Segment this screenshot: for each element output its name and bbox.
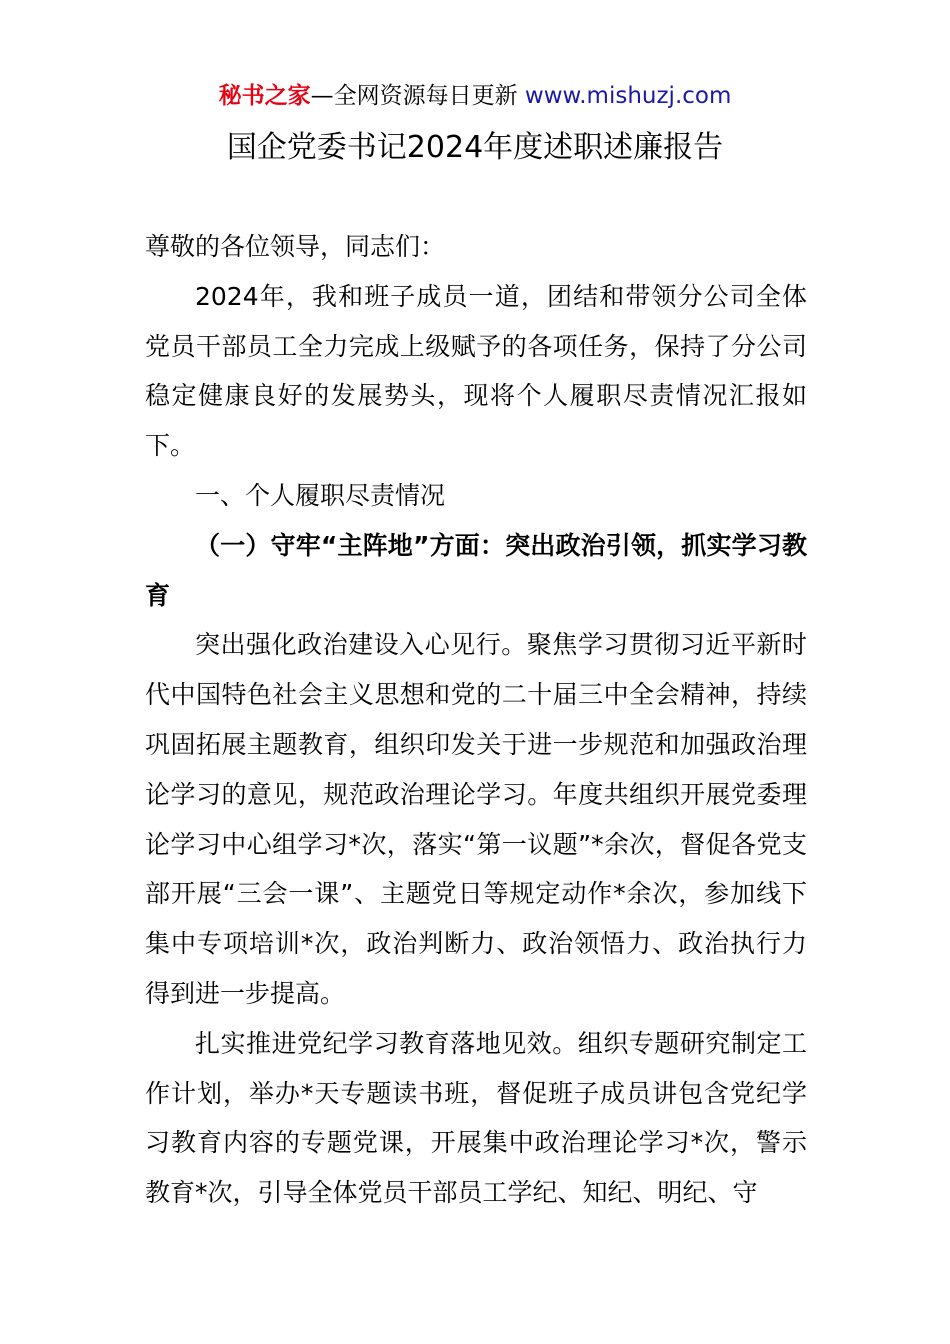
site-header: [0, 80, 950, 112]
subsection-heading: （一）守牢“主阵地”方面：突出政治引领，抓实学习教育: [145, 530, 807, 610]
section-heading: 一、个人履职尽责情况: [195, 480, 446, 510]
body-paragraph-1: 突出强化政治建设入心见行。聚焦学习贯彻习近平新时代中国特色社会主义思想和党的二十届三中全会精神，持续巩固拓展主题教育，组织印发关于进一步规范和加强政治理论学习的意见，规范政治理论学习。年度共组织开展党委理论学习中心组学习*次，落实“第一议题”*余次，督促各党支部开展“三会一课”、主题党日等规定动作*余次，参加线下集中专项培训*次，政治判断力、政治领悟力、政治执行力得到进一步提高。: [145, 630, 807, 1008]
salutation: 尊敬的各位领导，同志们：: [145, 232, 446, 261]
document-body: [145, 222, 807, 1218]
brand-name: 秘书之家: [218, 83, 311, 109]
header-tagline: —全网资源每日更新: [310, 83, 518, 109]
site-url-link[interactable]: www.mishuzj.com: [524, 83, 732, 109]
document-title: 国企党委书记2024年度述职述廉报告: [226, 130, 724, 165]
body-paragraph-2: 扎实推进党纪学习教育落地见效。组织专题研究制定工作计划，举办*天专题读书班，督促班子成员讲包含党纪学习教育内容的专题党课，开展集中政治理论学习*次，警示教育*次，引导全体党员干部员工学纪、知纪、明纪、守: [145, 1028, 807, 1208]
intro-paragraph: 2024年，我和班子成员一道，团结和带领分公司全体党员干部员工全力完成上级赋予的各项任务，保持了分公司稳定健康良好的发展势头，现将个人履职尽责情况汇报如下。: [145, 281, 807, 461]
